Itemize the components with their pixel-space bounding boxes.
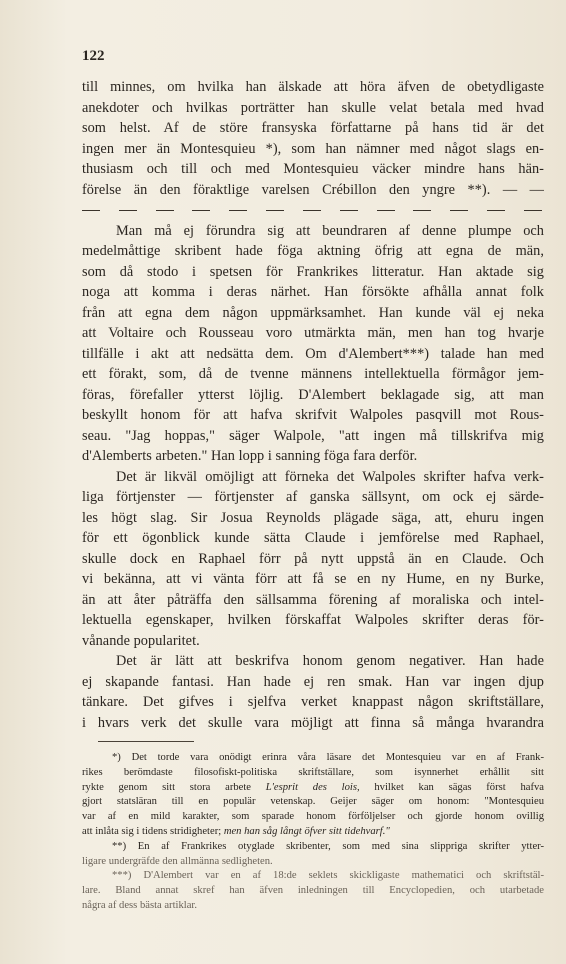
- footnote-line: var af en mild karakter, som sparade honom förföljelser och gjorde honom ovillig: [82, 811, 544, 823]
- footnote-line: lare. Bland annat skref han äfven inledningen till Encyclopedien, och utarbetade: [82, 885, 544, 897]
- text-line: noga att komma i deras närhet. Han försökte afhålla annat folk: [82, 284, 544, 300]
- text-line: d'Alemberts arbeten." Han lopp i sanning föga fara derför.: [82, 448, 418, 464]
- text-line: ingen mer än Montesquieu *), som han nämner med något slags en-: [82, 140, 544, 157]
- footnote-line: ***) D'Alembert var en af 18:de seklets skickligaste mathematici och skriftstäl-: [112, 870, 544, 882]
- footnote-line: [82, 825, 544, 840]
- text-line: än att åter påträffa den sällsamma förening af moraliska och intel-: [82, 591, 544, 608]
- dash: [524, 210, 542, 212]
- dash: [413, 210, 431, 212]
- text-line: att Voltaire och Rousseau voro utmärkta män, men han tog hvarje: [82, 325, 544, 341]
- footnote-text: hvilket kan sägas först hafva: [374, 781, 544, 793]
- text-line: tillfälle i akt att nedsätta dem. Om d'Alembert***) talade han med: [82, 345, 544, 362]
- paragraph-3: [82, 467, 544, 652]
- paragraph-2: [82, 221, 544, 467]
- dash: [229, 210, 247, 212]
- footnote-line: rikes berömdaste filosofiskt-politiska skriftställare, som isynnerhet erhållit sitt: [82, 766, 544, 778]
- footnote-line: *) Det torde vara onödigt erinra våra läsare det Montesquieu var en af Frank-: [112, 752, 544, 763]
- text-line: som då stodo i spetsen för Frankrikes litteratur. Han aktade sig: [82, 263, 544, 280]
- text-line: ett förakt, som, då de tvenne männens intellektuella förmågor jem-: [82, 366, 544, 382]
- footnote-quote: men han såg långt öfver sitt tidehvarf.": [223, 825, 390, 837]
- text-line: Man må ej förundra sig att beundraren af denne plumpe och: [116, 222, 544, 239]
- footnote-line: några af dess bästa artiklar.: [82, 899, 198, 911]
- text-line: skulle dock en Raphael förr på nytt uppstå än en Claude. Och: [82, 550, 544, 567]
- footnote-1: [82, 751, 544, 840]
- text-line: beskyllt honom för att hafva skrifvit Walpoles pasqvill mot Rous-: [82, 407, 544, 423]
- text-line: vånande popularitet.: [82, 632, 200, 649]
- dash: [377, 210, 395, 212]
- footnote-3: [82, 869, 544, 913]
- footnotes: [82, 751, 544, 914]
- text-line: tänkare. Det gifves i sjelfva verket knappast någon skriftställare,: [82, 694, 544, 710]
- text-line: som helst. Af de störe fransyska författarne på hans tid är det: [82, 120, 544, 136]
- footnote-rule: [98, 741, 194, 742]
- text-line: ej skapande fantasi. Han hade ej ren smak. Han var ingen djup: [82, 673, 544, 690]
- text-line: liga förtjenster — förtjenster af ganska sällsynt, om ock ej särde-: [82, 489, 544, 505]
- text-line: les högt slag. Sir Josua Reynolds plägade säga, att, ehuru ingen: [82, 509, 544, 526]
- dash-separator: [82, 200, 544, 221]
- footnote-line: [82, 781, 544, 796]
- dash: [340, 210, 358, 212]
- footnote-title: L'esprit des lois,: [265, 781, 360, 793]
- footnote-text: rykte genom sitt stora arbete: [82, 781, 252, 793]
- text-line: medelmåttige skribent hade föga aktning öfrig att egna de män,: [82, 243, 544, 259]
- main-text: [82, 77, 544, 733]
- text-line: föras, förefaller ytterst löjlig. D'Alembert beklagade sig, att man: [82, 386, 544, 403]
- dash: [82, 210, 100, 212]
- text-line: anekdoter och hvilkas porträtter han skulle velat betala med hvad: [82, 99, 544, 116]
- dash: [156, 210, 174, 212]
- footnote-text: att inlåta sig i tidens stridigheter;: [82, 825, 222, 837]
- footnote-line: **) En af Frankrikes otygladе skribenter, som med sina slippriga skrifter ytter-: [112, 840, 544, 852]
- dash: [192, 210, 210, 212]
- text-line: seau. "Jag hoppas," säger Walpole, "att ingen må tillskrifva mig: [82, 427, 544, 444]
- text-line: Det är likväl omöjligt att förneka det Walpoles skrifter hafva verk-: [116, 468, 544, 485]
- text-line: från att egna dem någon uppmärksamhet. Han kunde väl ej neka: [82, 304, 544, 321]
- dash: [450, 210, 468, 212]
- text-line: thusiasm och till och med Montesquieu väcker mindre hans hän-: [82, 161, 544, 177]
- dash: [119, 210, 137, 212]
- text-line: vi bekänna, att vi vänta förr att få se en ny Hume, en ny Burke,: [82, 571, 544, 587]
- footnote-2: [82, 840, 544, 870]
- page-number: 122: [82, 48, 105, 64]
- text-line: för ett ögonblick kunde sätta Claude i jemförelse med Raphael,: [82, 530, 544, 546]
- paragraph-1: [82, 77, 544, 200]
- text-line: Det är lätt att beskrifva honom genom negativer. Han hade: [116, 653, 544, 669]
- dash: [303, 210, 321, 212]
- paragraph-4: [82, 651, 544, 733]
- text-line: förelse än den föraktlige varelsen Crébillon den yngre **). — —: [82, 181, 544, 198]
- footnote-line: ligare undergräfde den allmänna sedligheten.: [82, 855, 273, 867]
- footnote-line: gjort statsläran till en populär vetenskap. Geijer säger om honom: "Montesquieu: [82, 796, 544, 808]
- text-line: lektuella egenskaper, hvilken förskaffat Walpoles skrifter deras för-: [82, 612, 544, 628]
- dash: [266, 210, 284, 212]
- text-line: till minnes, om hvilka han älskade att höra äfven de obetydligaste: [82, 79, 544, 95]
- dash: [487, 210, 505, 212]
- text-line: i hvars verk det skulle vara möjligt att finna så många hvarandra: [82, 714, 544, 731]
